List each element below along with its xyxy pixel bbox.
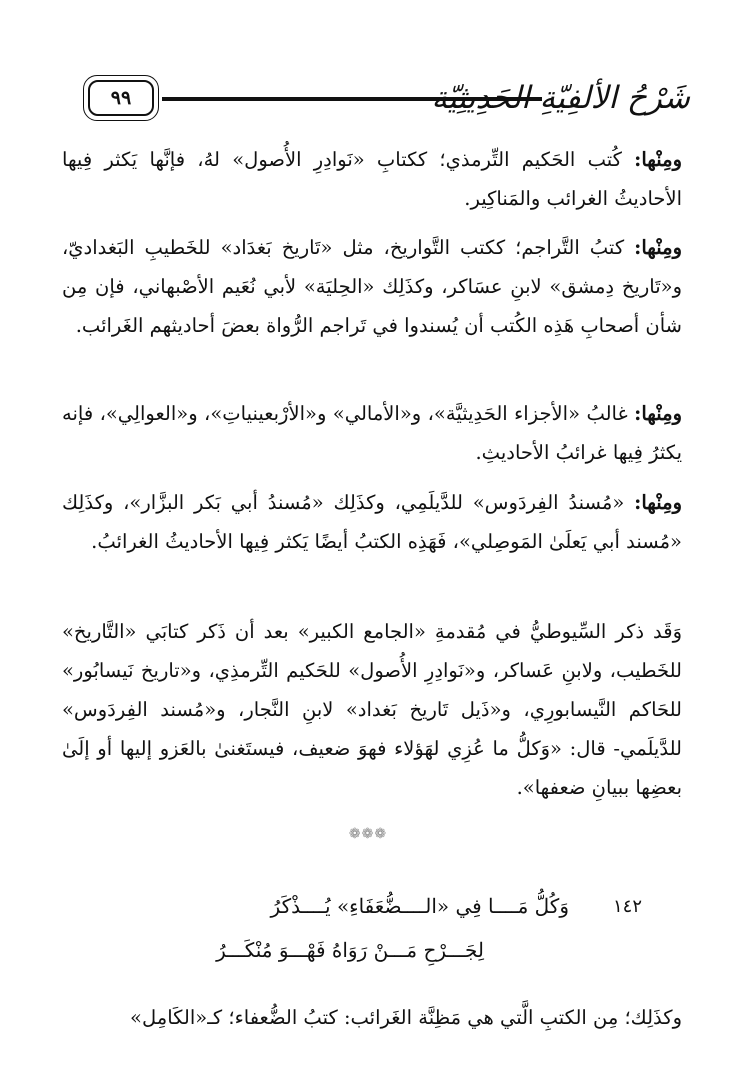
paragraph-text: وَقَد ذكر السِّيوطيُّ في مُقدمةِ «الجامع الكبير» بعد أن ذَكر كتابَي «التَّاريخ» للخَطيب، ولابنِ عَساكر، و«نَوادِرِ الأُصول» للحَكيم التِّرمذِي، و«تاريخ نَيسابُور» للحَاكم النَّيسابورِي، و«ذَيل تَاريخ بَغداد» لابنِ النَّجار، و«مُسند الفِردَوس» للدَّيلَمي- قال: «وَكلُّ ما عُزِي لهَؤلاء فهوَ ضعيف، فيستَغنىٰ بالعَزو إليها أو إلَىٰ بعضِها ببيانِ ضعفها». xyxy=(62,620,682,799)
verse-line-1: وَكُلُّ مَــــا فِي «الــــضُّعَفَاءِ» يُــــذْكَرُ xyxy=(270,894,569,918)
paragraph-text: غالبُ «الأجزاء الحَدِيثيَّة»، و«الأمالي» و«الأرْبعينياتِ»، و«العوالِي»، فإنه يكثرُ فِيها غرائبُ الأحاديثِ. xyxy=(62,402,682,464)
paragraph-lead: ومِنْها: xyxy=(634,402,682,425)
paragraph-1 xyxy=(62,140,682,218)
verse-number: ١٤٢ xyxy=(612,896,642,917)
page-header xyxy=(70,68,690,132)
paragraph-5 xyxy=(62,612,682,807)
book-title: شَرْحُ الألفِيّةِ الحَدِيثِيّة xyxy=(431,80,690,116)
page-number-box xyxy=(88,80,154,116)
verse-line-2: لِجَـــرْحِ مَـــنْ رَوَاهُ فَهْـــوَ مُنْكَـــرُ xyxy=(216,938,484,962)
paragraph-lead: ومِنْها: xyxy=(634,148,683,171)
section-separator: ❁❁❁ xyxy=(348,826,388,842)
paragraph-lead: ومِنْها: xyxy=(634,236,682,259)
paragraph-text: كُتب الحَكيم التِّرمذي؛ ككتابِ «نَوادِرِ الأُصول» لهُ، فإنَّها يَكثر فِيها الأحاديثُ الغرائب والمَناكِير. xyxy=(62,148,682,210)
page-number: ٩٩ xyxy=(110,87,132,109)
paragraph-3 xyxy=(62,394,682,472)
paragraph-text: «مُسندُ الفِردَوس» للدَّيلَمِي، وكذَلِك «مُسندُ أبي بَكر البزَّار»، وكذَلِك «مُسند أبي يَعلَىٰ المَوصِلي»، فَهَذِه الكتبُ أيضًا يَكثر فِيها الأحاديثُ الغرائبُ. xyxy=(62,491,682,553)
paragraph-4 xyxy=(62,483,682,561)
paragraph-lead: ومِنْها: xyxy=(634,491,682,514)
paragraph-2 xyxy=(62,228,682,345)
paragraph-text: كتبُ التَّراجم؛ ككتب التَّواريخ، مثل «تَاريخ بَغدَاد» للخَطيبِ البَغداديّ، و«تَاريخ دِمشق» لابنِ عسَاكر، وكذَلِك «الحِليَة» لأبي نُعَيم الأصْبهاني، فإن مِن شأن أصحابِ هَذِه الكُتب أن يُسندوا في تَراجم الرُّواة بعضَ أحاديثهم الغَرائب. xyxy=(62,236,682,337)
continuation-line: وكذَلِك؛ مِن الكتبِ الَّتي هي مَظِنَّة الغَرائب: كتبُ الضُّعفاء؛ كـ«الكَامِل» xyxy=(130,1006,682,1029)
